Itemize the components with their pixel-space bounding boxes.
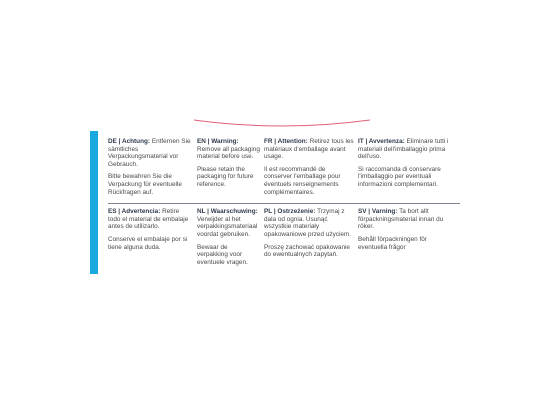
decorative-curve: [192, 118, 372, 132]
warning-text: Verwijder al het verpakkingsmateriaal voordat gebruiken.: [197, 215, 258, 238]
warning-heading: SV | Varning:: [358, 208, 398, 216]
warning-heading: PL | Ostrzeżenie:: [264, 208, 316, 216]
warning-heading: EN | Warning:: [197, 138, 239, 145]
warning-heading: ES | Advertencia:: [108, 208, 161, 216]
warning-en: [197, 138, 264, 201]
warning-text: Retirez tous les matériaux d'emballage avant usage.: [264, 138, 354, 161]
warning-pl: [264, 208, 358, 271]
warning-sv: [358, 208, 460, 271]
warning-es: [108, 208, 197, 271]
warning-text-secondary: Bewaar de verpakking voor eventuele vragen.: [197, 243, 248, 266]
warning-nl: [197, 208, 264, 271]
warning-de: [108, 138, 197, 201]
warning-text: Retire todo el material de embalaje antes de utilizarlo.: [108, 208, 189, 231]
warning-text: Trzymaj z dala od ognia. Usunąć wszystkie materiały opakowaniowe przed użyciem.: [264, 208, 352, 238]
warning-text-secondary: Please retain the packaging for future reference.: [197, 165, 254, 188]
accent-bar: [90, 131, 98, 274]
warning-text-secondary: Behåll förpackningen för eventuella frågor: [358, 235, 427, 251]
warning-text-secondary: Il est recommandé de conserver l'emballage pour éventuels renseignements complémentaires.: [264, 165, 341, 196]
warning-text: Eliminare tutti i materiali dell'imballaggio prima dell'uso.: [358, 138, 449, 161]
warning-text: Ta bort allt förpackningsmaterial innan du röker.: [358, 208, 444, 231]
warning-heading: IT | Avvertenza:: [358, 138, 405, 145]
warning-text-secondary: Conserve el embalaje por si tiene alguna duda.: [108, 235, 188, 251]
warning-heading: DE | Achtung:: [108, 138, 151, 145]
warning-text-secondary: Si raccomanda di conservare l'imballaggio per eventuali informazioni complementari.: [358, 165, 441, 188]
warning-panel: [108, 138, 460, 271]
row-divider: [108, 203, 460, 204]
warning-heading: NL | Waarschuwing:: [197, 208, 258, 216]
warning-it: [358, 138, 460, 201]
warning-fr: [264, 138, 358, 201]
warning-text-secondary: Proszę zachować opakowanie do ewentualnych zapytań.: [264, 243, 350, 259]
warning-row: [108, 208, 460, 271]
warning-text: Remove all packaging material before use.: [197, 145, 260, 161]
warning-row: [108, 138, 460, 201]
warning-text-secondary: Bitte bewahren Sie die Verpackung für eventuelle Rückfragen auf.: [108, 173, 182, 196]
warning-text: Entfernen Sie sämtliches Verpackungsmaterial vor Gebrauch.: [108, 138, 191, 168]
warning-heading: FR | Attention:: [264, 138, 308, 145]
